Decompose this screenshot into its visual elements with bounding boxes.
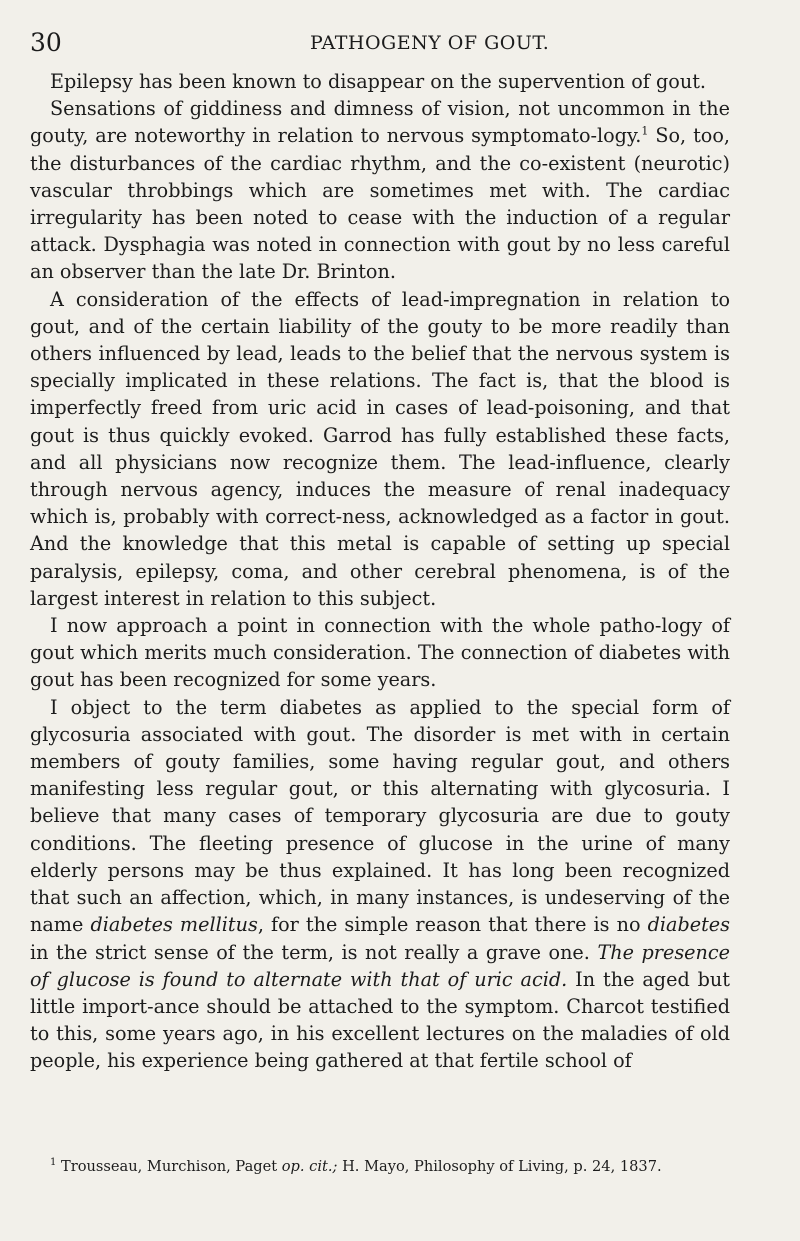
giddiness-text-start: Sensations of giddiness and dimness of vision, not uncommon in the gouty, are noteworthy in relation to nervous symptomato-logy. — [30, 97, 730, 148]
paragraph-glycosuria — [30, 694, 730, 1075]
running-head: PATHOGENY OF GOUT. — [310, 32, 550, 54]
page-header — [30, 28, 730, 58]
footnote-marker: 1 — [50, 1157, 57, 1169]
giddiness-text-end: So, too, the disturbances of the cardiac rhythm, and the co-existent (neurotic) vascular throbbings which are sometimes met with. The cardiac irregularity has been noted to cease with the induction of a regular attack. Dysphagia was noted in connection with gout by no less careful an observer than the late Dr. Brinton. — [30, 124, 730, 284]
glycosuria-text-4: In the aged but little import-ance should be attached to the symptom. Charcot testified to this, some years ago, in his excellent lectures on the maladies of old people, his experience being gathered at that fertile school of — [30, 967, 730, 1073]
body-text — [30, 68, 730, 1075]
footnote-reference: 1 — [641, 125, 649, 139]
glycosuria-text-2: , for the simple reason that there is no — [257, 913, 648, 937]
italic-diabetes-mellitus: diabetes mellitus — [90, 913, 258, 937]
paragraph-giddiness — [30, 95, 730, 285]
footnote — [30, 1156, 730, 1178]
footnote-text-end: H. Mayo, Philosophy of Living, p. 24, 1837. — [337, 1158, 662, 1175]
footnote-italic: op. cit.; — [281, 1158, 338, 1175]
footnote-text-start: Trousseau, Murchison, Paget — [56, 1158, 282, 1175]
page-number: 30 — [30, 28, 62, 57]
italic-diabetes: diabetes — [647, 913, 731, 937]
paragraph-diabetes-connection: I now approach a point in connection with the whole patho-logy of gout which merits much consideration. The connection of diabetes with gout has been recognized for some years. — [30, 614, 730, 692]
italic-glucose-alternation: The presence of glucose is found to alternate with that of uric acid. — [30, 940, 730, 991]
glycosuria-text-1: I object to the term diabetes as applied to the special form of glycosuria associated with gout. The disorder is met with in certain members of gouty families, some having regular gout, and others manifesting less regular gout, or this alternating with glycosuria. I believe that many cases of temporary glycosuria are due to gouty conditions. The fleeting presence of glucose in the urine of many elderly persons may be thus explained. It has long been recognized that such an affection, which, in many instances, is undeserving of the name — [30, 695, 730, 937]
paragraph-lead: A consideration of the effects of lead-impregnation in relation to gout, and of the certain liability of the gouty to be more readily than others influenced by lead, leads to the belief that the nervous system is specially implicated in these relations. The fact is, that the blood is imperfectly freed from uric acid in cases of lead-poisoning, and that gout is thus quickly evoked. Garrod has fully established these facts, and all physicians now recognize them. The lead-influence, clearly through nervous agency, induces the measure of renal inadequacy which is, probably with correct-ness, acknowledged as a factor in gout. And the knowledge that this metal is capable of setting up special paralysis, epilepsy, coma, and other cerebral phenomena, is of the largest interest in relation to this subject. — [30, 287, 730, 610]
glycosuria-text-3: in the strict sense of the term, is not really a grave one. — [30, 940, 598, 964]
paragraph-epilepsy: Epilepsy has been known to disappear on the supervention of gout. — [50, 70, 707, 93]
footnote-line — [30, 1156, 730, 1178]
